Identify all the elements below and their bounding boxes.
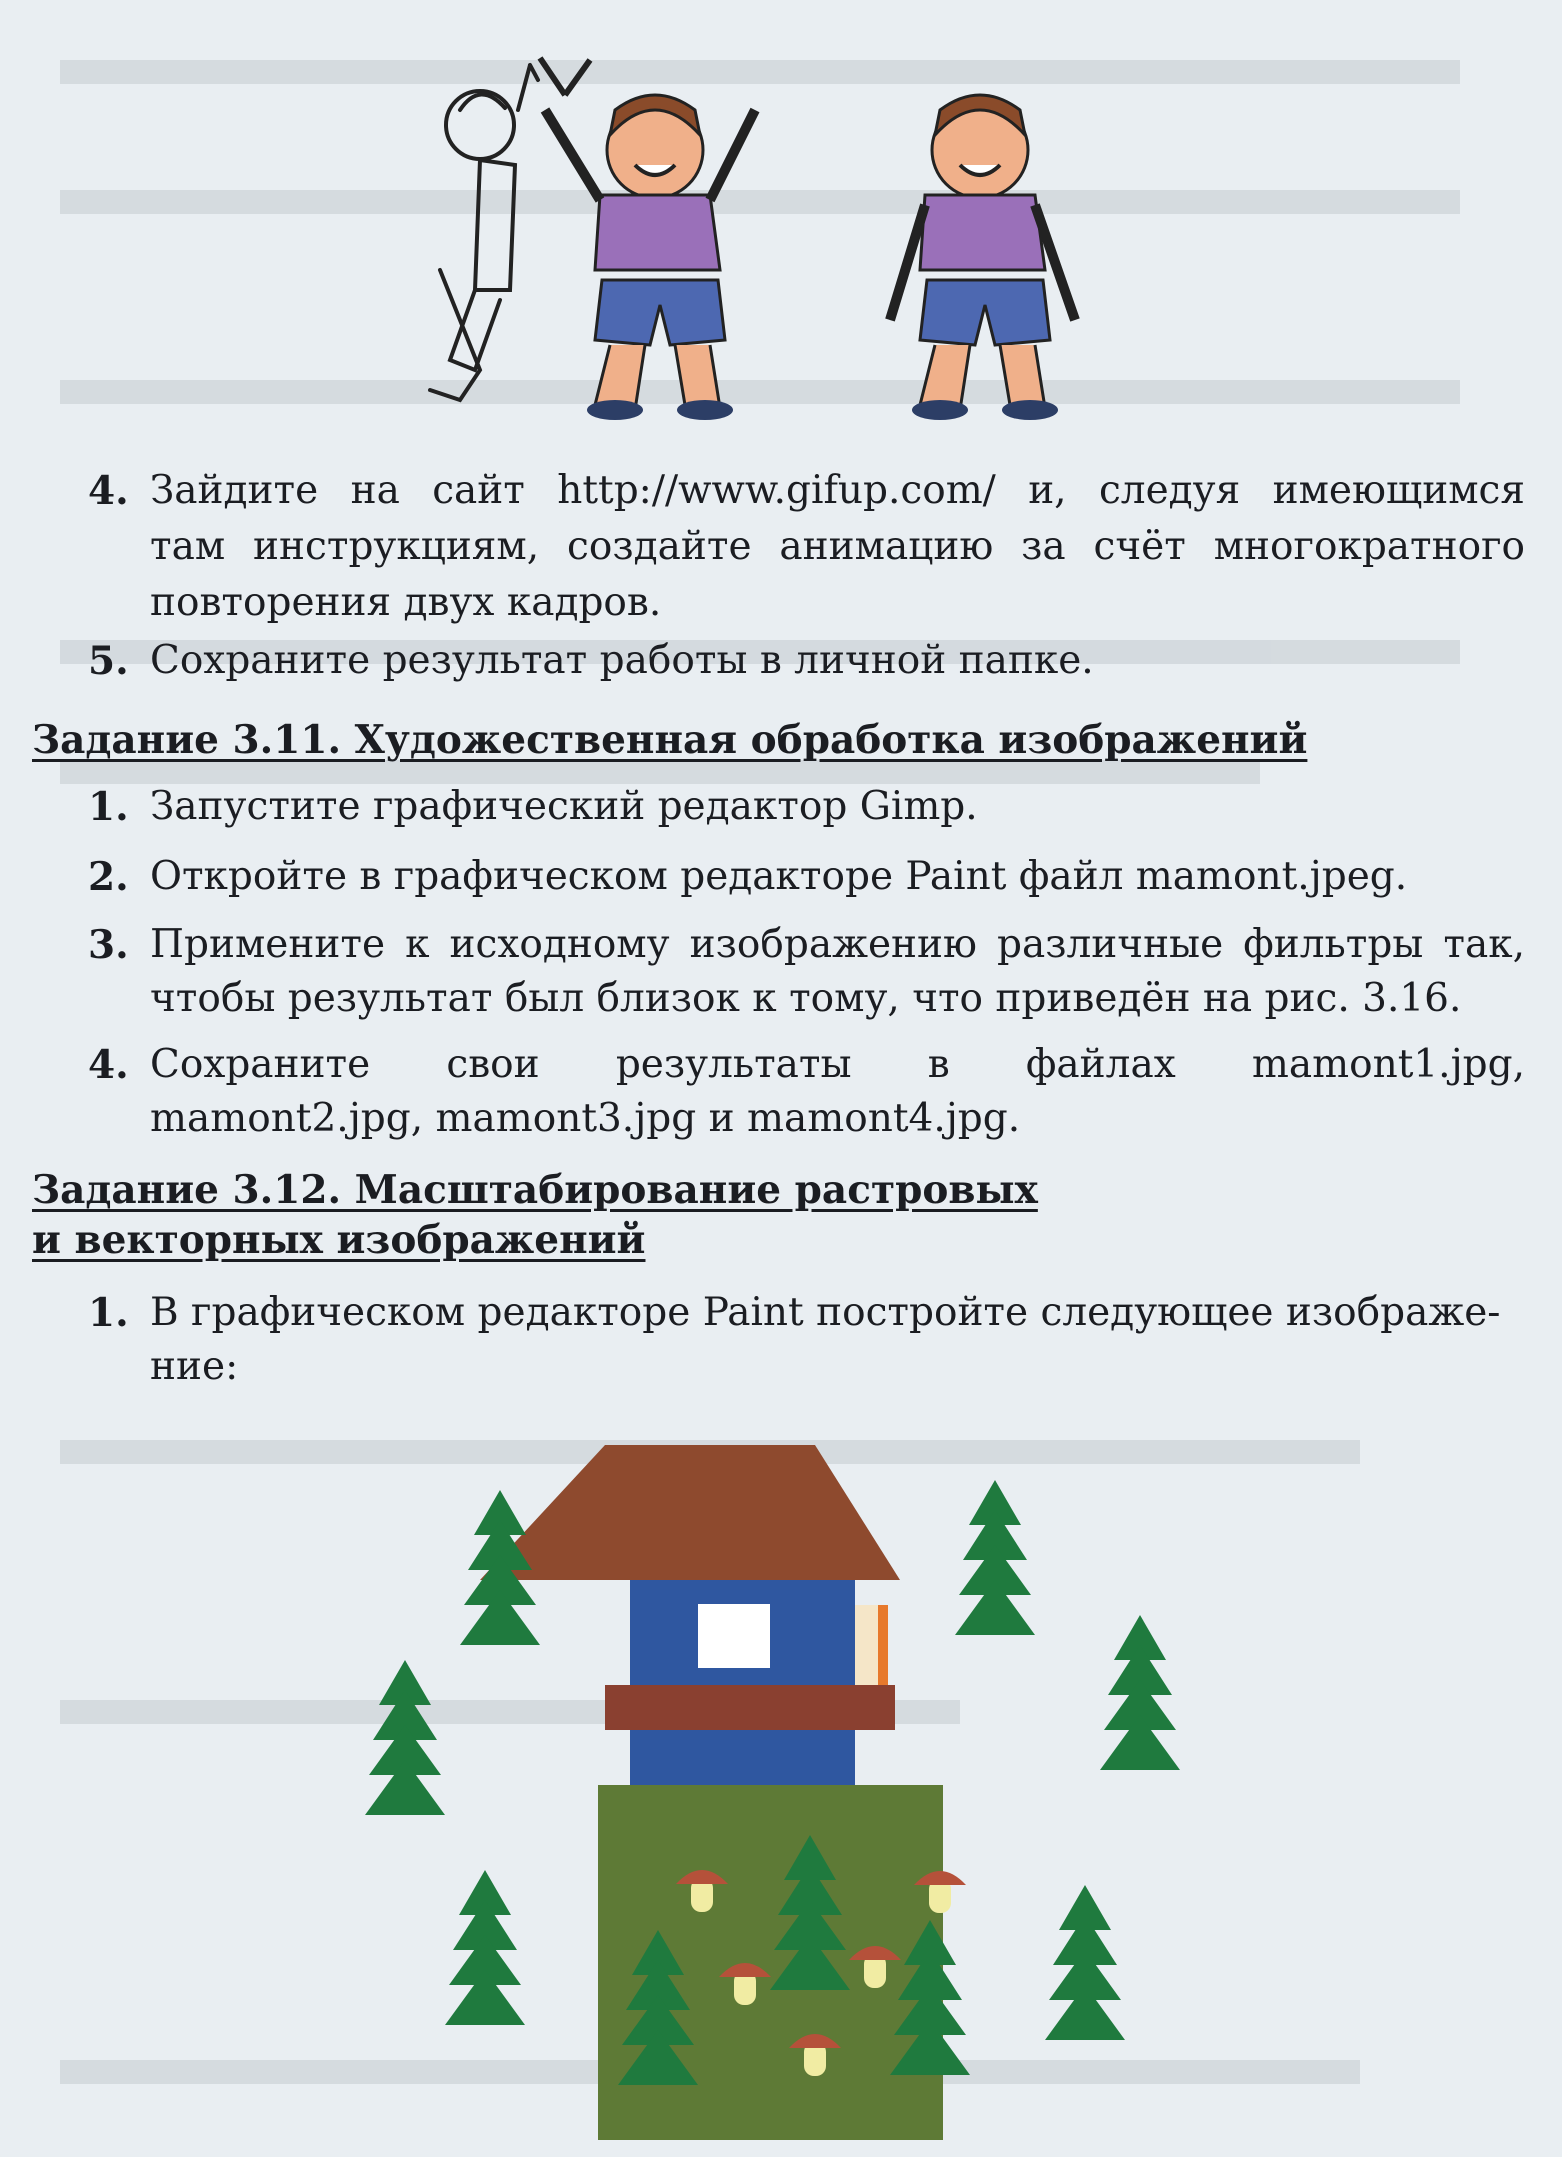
item-line: Сохраните свои результаты в файлах mamont1.jpg, — [150, 1042, 1525, 1087]
item-line: Примените к исходному изображению различные фильтры так, — [150, 922, 1525, 967]
tree — [460, 1490, 540, 1645]
tree — [955, 1480, 1035, 1635]
house-forest-illustration — [350, 1430, 1250, 2150]
meadow — [598, 1785, 970, 2140]
house — [480, 1445, 900, 1790]
task-3-12-heading-line-2: и векторных изображений — [32, 1217, 646, 1263]
boy-colored-frame-2 — [890, 95, 1075, 420]
item-number: 3. — [88, 922, 129, 968]
item-number: 1. — [88, 784, 129, 830]
item-line: mamont2.jpg, mamont3.jpg и mamont4.jpg. — [150, 1096, 1021, 1141]
animation-frames-illustration — [420, 40, 1120, 420]
item-line: Запустите графический редактор Gimp. — [150, 784, 978, 829]
item-number: 5. — [88, 638, 129, 684]
tree — [445, 1870, 525, 2025]
item-line: ние: — [150, 1344, 239, 1389]
tree — [1100, 1615, 1180, 1770]
item-number: 1. — [88, 1290, 129, 1336]
item-line: чтобы результат был близок к тому, что приведён на рис. 3.16. — [150, 976, 1462, 1021]
item-line: Откройте в графическом редакторе Paint файл mamont.jpeg. — [150, 854, 1408, 899]
boy-outline-sketch — [430, 65, 538, 400]
item-number: 2. — [88, 854, 129, 900]
item-number: 4. — [88, 468, 129, 514]
tree — [365, 1660, 445, 1815]
task-3-11-heading: Задание 3.11. Художественная обработка изображений — [32, 717, 1308, 763]
item-line: В графическом редакторе Paint постройте следующее изображе- — [150, 1290, 1501, 1335]
tree — [1045, 1885, 1125, 2040]
task-3-12-heading-line-1: Задание 3.12. Масштабирование растровых — [32, 1167, 1038, 1213]
item-line: там инструкциям, создайте анимацию за счёт многократного — [150, 524, 1525, 569]
item-number: 4. — [88, 1042, 129, 1088]
item-line: Зайдите на сайт http://www.gifup.com/ и, следуя имеющимся — [150, 468, 1525, 513]
item-line: Сохраните результат работы в личной папке. — [150, 638, 1094, 683]
boy-colored-frame-1 — [540, 58, 755, 420]
item-line: повторения двух кадров. — [150, 580, 662, 625]
